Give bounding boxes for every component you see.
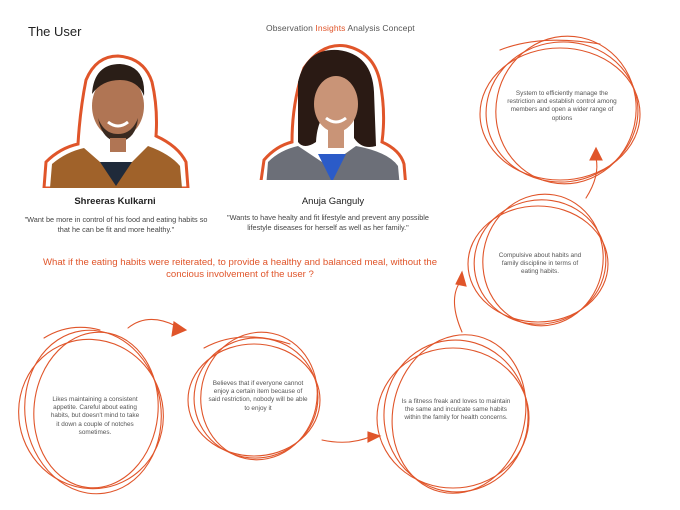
- insight-text: Likes maintaining a consistent appetite. Careful about eating habits, but doesn't mind to take it down a couple of notches sometimes.: [50, 396, 140, 436]
- insight-text: System to efficiently manage the restriction and establish control among members and open a wider range of options: [507, 90, 617, 122]
- insight-text: Believes that if everyone cannot enjoy a certain item because of said restriction, nobody will be able to enjoy it: [208, 380, 308, 412]
- insight-text: Compulsive about habits and family discipline in terms of eating habits.: [498, 252, 582, 276]
- insight-text: Is a fitness freak and loves to maintain the same and inculcate same habits within the family for health concerns.: [401, 398, 511, 422]
- persona-quote: "Want be more in control of his food and eating habits so that he can be fit and more healthy.": [24, 215, 208, 234]
- concept-accent: Insights: [315, 23, 346, 33]
- scribble-arrow-3: [454, 272, 466, 332]
- persona-quote: "Wants to have healty and fit lifestyle and prevent any possible lifestyle diseases for herself as well as her family.": [227, 213, 429, 232]
- design-question: What if the eating habits were reiterated, to provide a healthy and balanced meal, without the concious involvement of the user ?: [42, 257, 438, 280]
- persona-name: Anuja Ganguly: [301, 196, 365, 207]
- concept-prefix: Observation: [266, 23, 313, 33]
- scribble-arrow-1: [128, 319, 186, 336]
- scribble-arrow-2: [322, 432, 380, 442]
- concept-suffix: Analysis Concept: [347, 23, 415, 33]
- page-title: The User: [28, 24, 82, 39]
- persona-name: Shreeras Kulkarni: [74, 196, 156, 207]
